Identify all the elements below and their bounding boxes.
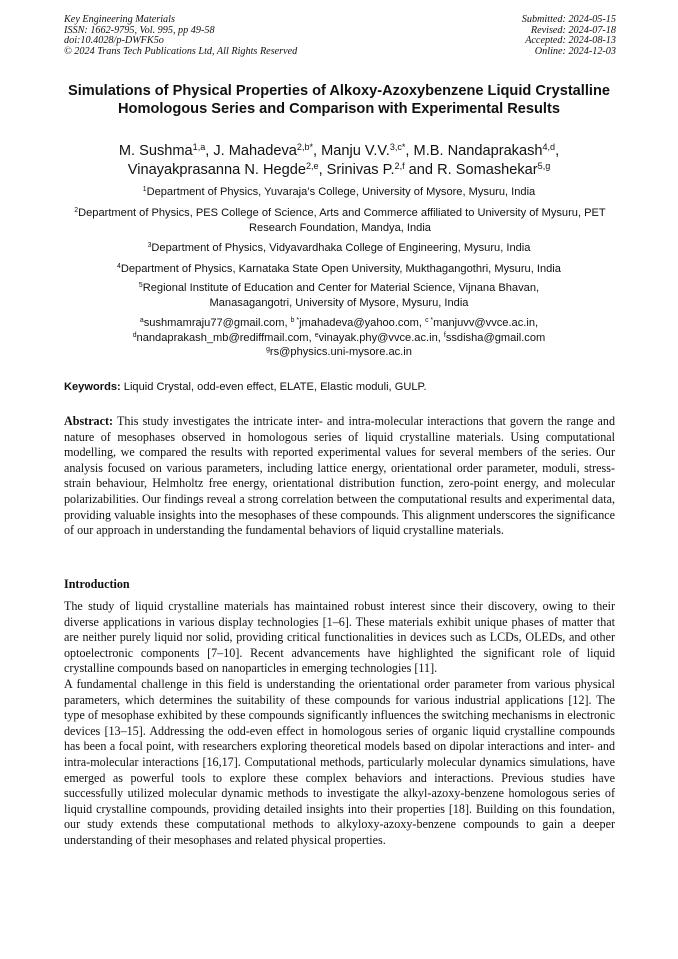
author	[128, 162, 327, 178]
author-affiliation-marker: 4,d	[542, 142, 556, 153]
email-marker: a	[139, 317, 144, 325]
submitted-date: Submitted: 2024-05-15	[521, 14, 616, 25]
email-separator: ,	[308, 331, 315, 344]
author-name: R. Somashekar	[437, 162, 538, 178]
affiliation-3	[40, 241, 638, 256]
affiliation-text: Department of Physics, Yuvaraja’s College, University of Mysore, Mysuru, India	[146, 186, 536, 198]
email-marker: g	[266, 346, 270, 354]
affiliation-text: Department of Physics, PES College of Science, Arts and Commerce affiliated to University of Mysuru, PET Research Foundation, Mandya, India	[78, 207, 606, 234]
author-affiliation-marker: 2,b*	[296, 142, 314, 153]
email-entry	[425, 317, 538, 329]
email-marker: d	[132, 331, 137, 339]
author	[321, 143, 413, 159]
abstract-block	[64, 414, 615, 539]
paper-title: Simulations of Physical Properties of Alkoxy-Azoxybenzene Liquid Crystalline Homologous Series and Comparison with Experimental Results	[68, 83, 610, 117]
email-marker: b *	[290, 317, 300, 325]
email-marker: e	[314, 331, 319, 339]
author	[327, 162, 437, 178]
email-address[interactable]: jmahadeva@yahoo.com	[299, 317, 419, 329]
doi-line: doi:10.4028/p-DWFK5o	[64, 35, 164, 47]
email-separator: ,	[535, 317, 539, 329]
email-entry	[133, 332, 315, 344]
journal-header-left	[64, 15, 297, 57]
author-name: J. Mahadeva	[213, 143, 297, 159]
email-address[interactable]: ssdisha@gmail.com	[445, 331, 546, 344]
author-list	[40, 142, 638, 180]
abstract-text: This study investigates the intricate inter- and intra-molecular interactions that govern the range and nature of mesophases observed in homologous series of liquid crystalline materials. Using computational modelling, we compared the results with reported experimental values for several members of the series. Our analysis focused on various parameters, including lattice energy, orientational order parameter, moduli, stress-strain behaviour, Helmholtz free energy, orientational distribution function, zero-point energy, and molecular polarizabilities. Our findings reveal a strong correlation between the computational results and experimental data, providing valuable insights into the mesophases of these compounds. This alignment underscores the significance of our approach in understanding the fundamental behaviors of liquid crystalline materials.	[64, 414, 615, 538]
email-address[interactable]: vinayak.phy@vvce.ac.in	[318, 331, 438, 344]
affiliation-number: 4	[117, 263, 121, 271]
author	[213, 143, 321, 159]
author-affiliation-marker: 1,a	[192, 142, 206, 153]
revised-date: Revised: 2024-07-18	[530, 24, 616, 36]
email-entry	[266, 346, 412, 358]
author-affiliation-marker: 2,e	[305, 161, 319, 172]
email-marker: c *	[425, 317, 434, 325]
online-date: Online: 2024-12-03	[534, 45, 616, 57]
journal-header-right	[522, 15, 616, 57]
introduction-body	[64, 599, 615, 849]
author-name: M.B. Nandaprakash	[413, 143, 543, 159]
email-list	[40, 316, 638, 360]
email-separator: ,	[284, 317, 291, 329]
keywords-text: Liquid Crystal, odd-even effect, ELATE, Elastic moduli, GULP.	[120, 381, 427, 393]
author-name: Srinivas P.	[326, 162, 395, 178]
affiliation-number: 1	[142, 186, 147, 194]
affiliation-number: 3	[147, 242, 152, 250]
email-separator: ,	[418, 317, 426, 329]
author-separator: ,	[313, 143, 322, 159]
issn-line: ISSN: 1662-9795, Vol. 995, pp 49-58	[64, 24, 215, 36]
author-separator: ,	[205, 143, 214, 159]
email-address[interactable]: sushmamraju77@gmail.com	[143, 317, 285, 329]
author-separator: ,	[318, 162, 327, 178]
author-name: M. Sushma	[118, 143, 193, 159]
journal-name: Key Engineering Materials	[64, 14, 175, 25]
author-affiliation-marker: 2,f	[394, 161, 405, 172]
introduction-paragraph-1: The study of liquid crystalline materials has maintained robust interest since their discovery, owing to their diverse applications in various display technologies [1–6]. These materials exhibit unique phases of matter that are neither purely liquid nor solid, providing critical functionalities in devices such as LCDs, OLEDs, and other optoelectronic components [7–10]. Recent advancements have highlighted the significant role of liquid crystalline compounds based on nanoparticles in emerging technologies [11].	[64, 599, 615, 676]
email-entry	[315, 332, 444, 344]
affiliation-1	[40, 185, 638, 200]
author-name: Vinayakprasanna N. Hegde	[127, 162, 306, 178]
author	[414, 143, 560, 159]
author-separator: ,	[405, 143, 414, 159]
accepted-date: Accepted: 2024-08-13	[525, 35, 616, 47]
author-affiliation-marker: 3,c*	[389, 142, 406, 153]
affiliation-text: Department of Physics, Vidyavardhaka College of Engineering, Mysuru, India	[151, 242, 531, 254]
keywords-block	[64, 380, 616, 394]
affiliation-5	[100, 281, 578, 310]
author-separator: ,	[555, 143, 560, 159]
affiliation-text: Department of Physics, Karnataka State Open University, Mukthagangothri, Mysuru, India	[120, 263, 561, 275]
email-entry	[140, 317, 291, 329]
affiliation-text: Regional Institute of Education and Center for Material Science, Vijnana Bhavan, Manasagangotri, University of Mysore, Mysuru, India	[142, 282, 540, 309]
abstract-label: Abstract:	[64, 414, 114, 428]
author-name: Manju V.V.	[321, 143, 390, 159]
keywords-label: Keywords:	[64, 381, 121, 393]
author	[119, 143, 214, 159]
author	[437, 162, 550, 178]
email-address[interactable]: nandaprakash_mb@rediffmail.com	[136, 331, 309, 344]
email-address[interactable]: rs@physics.uni-mysore.ac.in	[269, 346, 412, 358]
email-entry	[444, 332, 545, 344]
author-affiliation-marker: 5,g	[537, 161, 551, 172]
affiliation-number: 2	[74, 207, 79, 215]
email-entry	[291, 317, 425, 329]
affiliation-number: 5	[138, 282, 143, 290]
introduction-paragraph-2: A fundamental challenge in this field is understanding the orientational order parameter from various physical parameters, which determines the suitability of these compounds for various industrial applications [12]. The type of mesophase exhibited by these compounds significantly influences the switching mechanisms in electronic devices [13–15]. Addressing the odd-even effect in homologous series of organic liquid crystalline compounds has been a focal point, with researchers exploring theoretical models based on dipolar interactions and inter- and intra-molecular interactions [16,17]. Computational methods, particularly molecular dynamics simulations, have emerged as powerful tools to explore these complex behaviors and interactions. Previous studies have successfully utilized molecular dynamic methods to investigate the alkyl-azoxy-benzene homologous series of liquid crystalline compounds, providing detailed insights into their properties [18]. Building on this foundation, our study extends these computational methods to alkyloxy-azoxy-benzene compounds to gain a deeper understanding of their mesophases and related physical properties.	[64, 676, 615, 847]
introduction-heading: Introduction	[64, 577, 130, 591]
email-marker: f	[443, 331, 446, 339]
affiliation-2	[70, 206, 610, 235]
email-separator: ,	[437, 331, 444, 344]
copyright-line: © 2024 Trans Tech Publications Ltd, All Rights Reserved	[64, 45, 298, 57]
email-address[interactable]: manjuvv@vvce.ac.in	[433, 317, 535, 329]
affiliation-4	[40, 262, 638, 277]
author-separator: and	[404, 162, 438, 178]
